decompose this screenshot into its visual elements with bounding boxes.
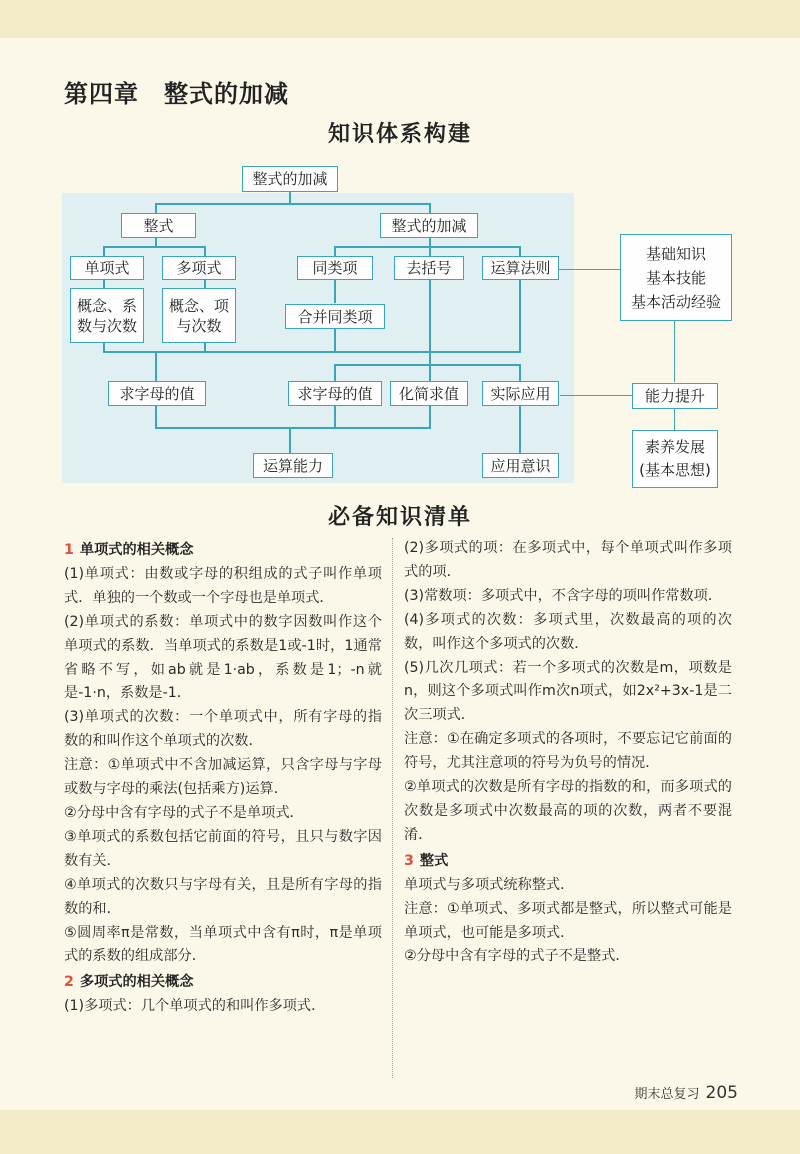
duo-detail-line2: 与次数 xyxy=(176,316,222,335)
dan-detail-line2: 数与次数 xyxy=(76,316,137,335)
duo-detail-line1: 概念、项 xyxy=(168,296,229,315)
paragraph: (1)多项式：几个单项式的和叫作多项式． xyxy=(64,998,326,1015)
side3-line1: 素养发展 xyxy=(644,438,705,456)
paragraph: (2)多项式的项：在多项式中，每个单项式叫作多项式的项． xyxy=(404,540,732,580)
section-number: 2 xyxy=(64,974,74,991)
section-heading-text: 多项式的相关概念 xyxy=(79,974,194,991)
node-yingyong-yishi: 应用意识 xyxy=(482,453,559,478)
paragraph: ②分母中含有字母的式子不是单项式． xyxy=(64,804,304,821)
paragraph: (2)单项式的系数：单项式中的数字因数叫作这个单项式的系数．当单项式的系数是1或-1时，1通常省略不写，如ab就是1·ab，系数是1；-n就是-1·n，系数是-1． xyxy=(64,613,382,702)
node-dan-detail xyxy=(70,288,144,343)
node-qiuzimu-left: 求字母的值 xyxy=(108,381,206,406)
node-add-sub: 整式的加减 xyxy=(380,213,478,238)
page-footer xyxy=(635,1083,738,1103)
node-side-ability: 能力提升 xyxy=(632,383,718,409)
right-column xyxy=(404,537,732,969)
node-yunsuan-nengli: 运算能力 xyxy=(253,453,333,478)
node-side-basics xyxy=(620,234,732,321)
node-huajian: 化简求值 xyxy=(390,381,468,406)
section-title-knowledge-list: 必备知识清单 xyxy=(327,505,472,530)
side3-line2: (基本思想) xyxy=(639,461,711,479)
paragraph: (3)常数项：多项式中，不含字母的项叫作常数项． xyxy=(404,587,723,604)
section-heading xyxy=(64,971,382,995)
left-column xyxy=(64,537,382,1019)
paragraph: (3)单项式的次数：一个单项式中，所有字母的指数的和叫作这个单项式的次数． xyxy=(64,709,382,750)
node-shiji: 实际应用 xyxy=(482,381,559,406)
section-heading xyxy=(64,539,382,563)
chapter-title: 第四章 整式的加减 xyxy=(64,80,289,108)
section-title-knowledge-system: 知识体系构建 xyxy=(327,122,472,147)
dan-detail-line1: 概念、系 xyxy=(76,296,137,315)
column-divider xyxy=(392,538,393,1078)
node-hebing: 合并同类项 xyxy=(285,304,385,329)
section-number: 1 xyxy=(64,542,74,558)
paragraph: ②分母中含有字母的式子不是整式． xyxy=(404,948,630,965)
footer-label: 期末总复习 xyxy=(634,1087,700,1102)
paragraph: (5)几次几项式：若一个多项式的次数是m，项数是n，则这个多项式叫作m次n项式，如2x²+3x-1是二次三项式． xyxy=(404,659,732,724)
node-root-add-sub: 整式的加减 xyxy=(242,166,338,192)
paragraph: 单项式与多项式统称整式． xyxy=(404,876,575,893)
node-danxiangshi: 单项式 xyxy=(70,256,144,280)
section-number: 3 xyxy=(404,852,414,869)
node-qiuzimu-mid: 求字母的值 xyxy=(288,381,382,406)
paragraph: 注意：①在确定多项式的各项时，不要忘记它前面的符号，尤其注意项的符号为负号的情况． xyxy=(404,731,732,772)
section-heading-text: 整式 xyxy=(419,852,449,869)
paragraph: (1)单项式：由数或字母的积组成的式子叫作单项式．单独的一个数或一个字母也是单项式． xyxy=(64,565,382,606)
paragraph: ②单项式的次数是所有字母的指数的和，而多项式的次数是多项式中次数最高的项的次数，两者不要混淆． xyxy=(404,779,732,843)
node-side-literacy xyxy=(632,430,718,488)
section-heading-text: 单项式的相关概念 xyxy=(79,542,194,558)
node-yunsuanfaze: 运算法则 xyxy=(482,256,559,280)
section-heading xyxy=(404,850,732,874)
paragraph: (4)多项式的次数：多项式里，次数最高的项的次数，叫作这个多项式的次数． xyxy=(404,611,732,652)
side1-line3: 基本活动经验 xyxy=(630,292,721,311)
node-zhengshi: 整式 xyxy=(121,213,196,238)
node-quguohao: 去括号 xyxy=(394,256,464,280)
paragraph: ⑤圆周率π是常数，当单项式中含有π时，π是单项式的系数的组成部分． xyxy=(64,924,382,965)
side1-line2: 基本技能 xyxy=(645,268,706,287)
paragraph: 注意：①单项式、多项式都是整式，所以整式可能是单项式，也可能是多项式． xyxy=(404,900,732,941)
bottom-band xyxy=(0,1110,800,1154)
knowledge-diagram xyxy=(0,0,800,500)
paragraph: 注意：①单项式中不含加减运算，只含字母与字母或数与字母的乘法(包括乘方)运算． xyxy=(64,757,382,798)
paragraph: ③单项式的系数包括它前面的符号，且只与数字因数有关． xyxy=(64,828,382,869)
page-number: 205 xyxy=(705,1083,738,1103)
node-duoxiangshi: 多项式 xyxy=(162,256,236,280)
side1-line1: 基础知识 xyxy=(645,244,706,263)
paragraph: ④单项式的次数只与字母有关，且是所有字母的指数的和． xyxy=(64,876,382,917)
node-duo-detail xyxy=(162,288,236,343)
node-tongleixiang: 同类项 xyxy=(297,256,373,280)
